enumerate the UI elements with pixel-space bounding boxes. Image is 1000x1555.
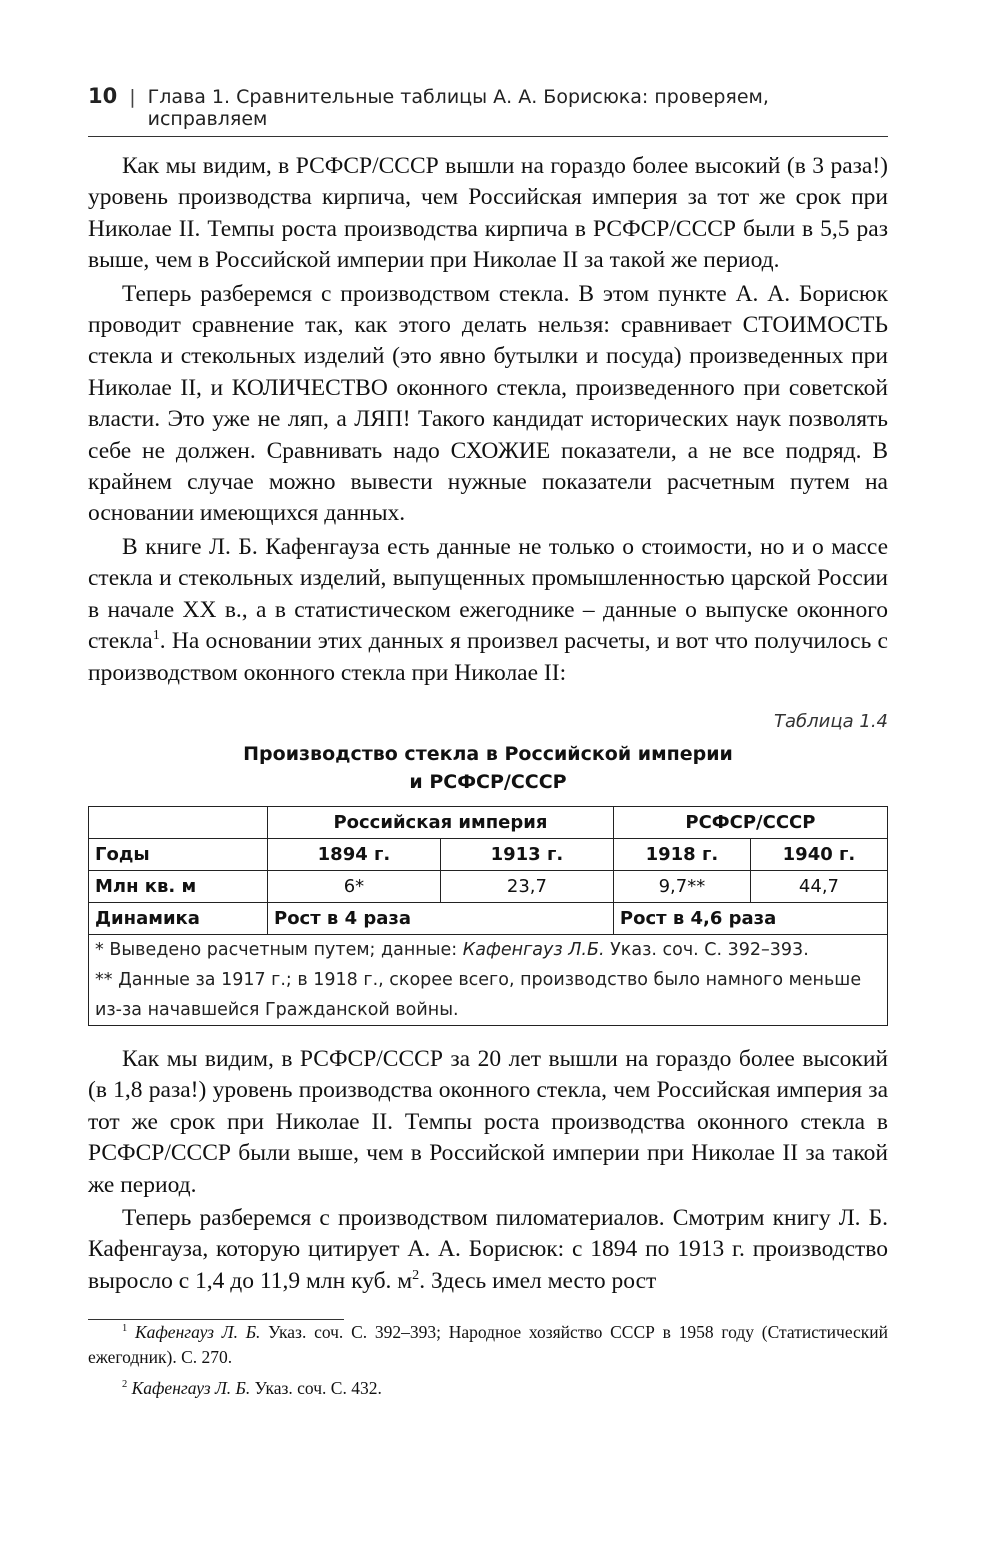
row-label-years: Годы: [89, 838, 268, 870]
table-row-values: [89, 870, 888, 902]
row-label-dynamics: Динамика: [89, 902, 268, 934]
table-title: [88, 740, 888, 796]
paragraph-1: Как мы видим, в РСФСР/СССР вышли на гораздо более высокий (в 3 раза!) уровень производства кирпича, чем Российская империя за тот же срок при Николае II. Темпы роста производства кирпича в РСФСР/СССР были в 5,5 раз выше, чем в Российской империи при Николае II за такой же период.: [88, 153, 888, 274]
group-header-rsfsr: РСФСР/СССР: [613, 806, 887, 838]
table-label: Таблица 1.4: [774, 710, 888, 732]
footnote-1: [88, 1320, 888, 1370]
footnote-2-mark: 2: [122, 1379, 128, 1391]
dynamics-rsfsr: Рост в 4,6 раза: [613, 902, 887, 934]
footnote-2-author: Кафенгауз Л. Б.: [131, 1378, 251, 1399]
paragraph-2: Теперь разберемся с производством стекла. В этом пункте А. А. Борисюк проводит сравнение так, как этого делать нельзя: сравнивает СТОИМОСТЬ стекла и стекольных изделий (это явно бутылки и посуда) произведенных при Николае II, и КОЛИЧЕСТВО оконного стекла, произведенного при советской власти. Это уже не ляп, а ЛЯП! Такого кандидат исторических наук позволять себе не должен. Сравнивать надо СХОЖИЕ показатели, а не все подряд. В крайнем случае можно вывести нужные показатели расчетным путем на основании имеющихся данных.: [88, 280, 888, 527]
paragraph-5-text: Теперь разберемся с производством пиломатериалов. Смотрим книгу Л. Б. Кафенгауза, которую цитирует А. А. Борисюк: с 1894 по 1913 г. производство выросло с 1,4 до 11,9 млн куб. м: [88, 1204, 888, 1294]
footnote-ref-1: 1: [152, 627, 160, 644]
year-cell: 1894 г.: [268, 838, 441, 870]
table-group-header-row: [89, 806, 888, 838]
value-cell: 44,7: [750, 870, 887, 902]
value-cell: 9,7**: [613, 870, 750, 902]
page-number: 10: [88, 84, 118, 108]
glass-production-table: [88, 806, 888, 1026]
footnote-1-author: Кафенгауз Л. Б.: [135, 1322, 261, 1343]
table-title-line-1: Производство стекла в Российской империи: [243, 742, 733, 765]
year-cell: 1913 г.: [440, 838, 613, 870]
paragraph-3-text: В книге Л. Б. Кафенгауза есть данные не только о стоимости, но и о массе стекла и стекольных изделий, выпущенных промышленностью царской России в начале XX в., а в статистическом ежегоднике – данные о выпуске оконного стекла: [88, 533, 888, 655]
footnote-2-text: Указ. соч. С. 432.: [254, 1378, 382, 1399]
value-cell: 23,7: [440, 870, 613, 902]
table-note-2: ** Данные за 1917 г.; в 1918 г., скорее всего, производство было намного меньше из-за начавшейся Гражданской войны.: [95, 969, 862, 1020]
running-header: [88, 84, 888, 137]
paragraph-4: Как мы видим, в РСФСР/СССР за 20 лет вышли на гораздо более высокий (в 1,8 раза!) уровень производства оконного стекла, чем Российская империя за тот же срок при Николае II. Темпы роста производства оконного стекла в РСФСР/СССР были выше, чем в Российской империи при Николае II за такой же период.: [88, 1045, 888, 1198]
paragraph-3-end: . На основании этих данных я произвел расчеты, и вот что получилось с производством оконного стекла при Николае II:: [88, 628, 888, 686]
group-header-empire: Российская империя: [268, 806, 614, 838]
book-page: [88, 84, 888, 1401]
year-cell: 1940 г.: [750, 838, 887, 870]
table-row-dynamics: [89, 902, 888, 934]
superscript-mark: 2: [412, 1266, 420, 1283]
note-1-suffix: Указ. соч. С. 392–393.: [610, 939, 809, 960]
table-title-line-2: и РСФСР/СССР: [409, 770, 567, 793]
table-note-1: [95, 935, 881, 965]
note-1-author: Кафенгауз Л.Б.: [462, 939, 605, 960]
paragraph-5: [88, 1203, 888, 1297]
table-notes-row: [89, 934, 888, 1025]
table-corner-cell: [89, 806, 268, 838]
header-separator: |: [129, 86, 136, 108]
note-1-prefix: * Выведено расчетным путем; данные:: [95, 939, 458, 960]
footnote-1-mark: 1: [122, 1323, 128, 1335]
table-row-years: [89, 838, 888, 870]
value-cell: 6*: [268, 870, 441, 902]
table-notes: [89, 934, 888, 1025]
row-label-values: Млн кв. м: [89, 870, 268, 902]
footnote-1-text: Указ. соч. С. 392–393; Народное хозяйство СССР в 1958 году (Статистический ежегодник). С. 270.: [88, 1322, 889, 1368]
footnote-2: [88, 1376, 888, 1401]
year-cell: 1918 г.: [613, 838, 750, 870]
paragraph-5-end: . Здесь имел место рост: [419, 1267, 657, 1294]
paragraph-3: [88, 532, 888, 689]
chapter-title: Глава 1. Сравнительные таблицы А. А. Борисюка: проверяем, исправляем: [147, 86, 769, 130]
dynamics-empire: Рост в 4 раза: [268, 902, 614, 934]
